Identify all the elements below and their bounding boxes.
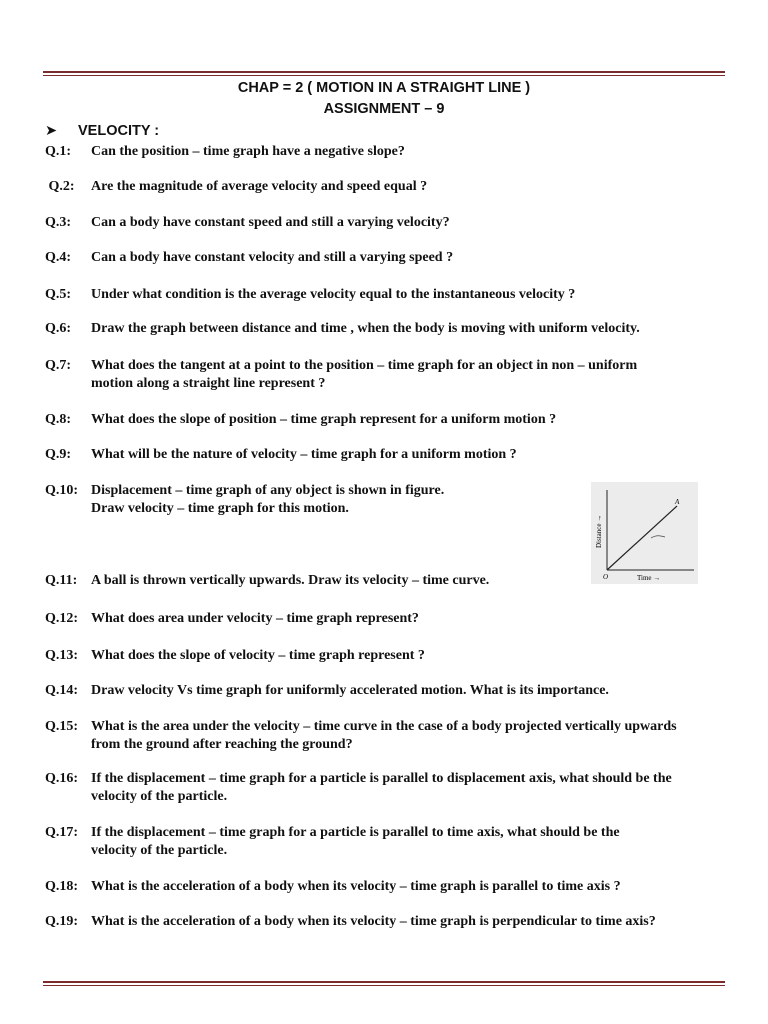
question-line: Displacement – time graph of any object is shown in figure.: [91, 483, 445, 498]
question-text: [91, 357, 731, 393]
question-text: [91, 770, 731, 806]
question-line: What does the slope of position – time graph represent for a uniform motion ?: [91, 412, 557, 427]
question-text: [91, 647, 731, 665]
question-line: What is the area under the velocity – time curve in the case of a body projected vertically upwards: [91, 719, 677, 734]
question-text: [91, 249, 731, 267]
x-axis-label: Time →: [637, 574, 661, 582]
question-number: Q.11:: [45, 573, 78, 588]
question-number: Q.18:: [45, 879, 79, 894]
question-text: [91, 824, 731, 860]
question-number: Q.9:: [45, 447, 72, 462]
question-number: Q.7:: [45, 358, 72, 373]
question-line: Are the magnitude of average velocity and speed equal ?: [91, 179, 428, 194]
origin-label: O: [603, 573, 609, 581]
question-line: Can a body have constant velocity and still a varying speed ?: [91, 250, 454, 265]
question-text: [91, 178, 731, 196]
question-number: Q.6:: [45, 321, 72, 336]
question-text: [91, 214, 731, 232]
y-axis-label: Distance →: [595, 514, 603, 548]
top-divider: [43, 71, 725, 76]
question-line: Under what condition is the average velocity equal to the instantaneous velocity ?: [91, 287, 576, 302]
question-line: What does area under velocity – time graph represent?: [91, 611, 419, 626]
question-line: motion along a straight line represent ?: [91, 376, 326, 391]
distance-time-figure: [591, 482, 698, 584]
question-number: Q.16:: [45, 771, 79, 786]
section-heading: [45, 123, 159, 139]
question-number: Q.13:: [45, 648, 79, 663]
question-line: What is the acceleration of a body when its velocity – time graph is perpendicular to time axis?: [91, 914, 656, 929]
question-number: Q.17:: [45, 825, 79, 840]
question-number: Q.5:: [45, 287, 72, 302]
question-line: velocity of the particle.: [91, 789, 228, 804]
question-number: Q.19:: [45, 914, 79, 929]
question-number: Q.1:: [45, 144, 72, 159]
question-line: Draw velocity Vs time graph for uniformly accelerated motion. What is its importance.: [91, 683, 609, 698]
question-line: What does the tangent at a point to the position – time graph for an object in non – uniform: [91, 358, 638, 373]
question-number: Q.14:: [45, 683, 79, 698]
assignment-title: ASSIGNMENT – 9: [323, 101, 445, 117]
question-text: [91, 286, 731, 304]
question-number: Q.10:: [45, 483, 79, 498]
question-number: Q.3:: [45, 215, 72, 230]
question-text: [91, 446, 731, 464]
question-line: A ball is thrown vertically upwards. Draw its velocity – time curve.: [91, 573, 490, 588]
question-line: Draw the graph between distance and time , when the body is moving with uniform velocity.: [91, 321, 640, 336]
question-text: [91, 878, 731, 896]
question-line: What will be the nature of velocity – time graph for a uniform motion ?: [91, 447, 517, 462]
question-text: [91, 143, 731, 161]
chapter-title: CHAP = 2 ( MOTION IN A STRAIGHT LINE ): [237, 80, 531, 96]
question-number: Q.4:: [45, 250, 72, 265]
question-text: [91, 913, 731, 931]
question-line: Can the position – time graph have a negative slope?: [91, 144, 405, 159]
question-text: [91, 718, 731, 754]
distance-time-graph: [591, 482, 698, 584]
question-text: [91, 610, 731, 628]
question-line: Can a body have constant speed and still a varying velocity?: [91, 215, 450, 230]
question-line: What is the acceleration of a body when its velocity – time graph is parallel to time axis ?: [91, 879, 621, 894]
distance-line: [607, 506, 677, 570]
question-line: from the ground after reaching the ground?: [91, 737, 353, 752]
question-line: What does the slope of velocity – time graph represent ?: [91, 648, 425, 663]
question-line: velocity of the particle.: [91, 843, 228, 858]
question-number: Q.8:: [45, 412, 72, 427]
question-text: [91, 682, 731, 700]
question-number: Q.12:: [45, 611, 79, 626]
question-number: Q.15:: [45, 719, 79, 734]
question-line: If the displacement – time graph for a particle is parallel to displacement axis, what should be the: [91, 771, 672, 786]
section-title: VELOCITY :: [78, 123, 160, 139]
question-number: Q.2:: [45, 179, 75, 194]
question-line: Draw velocity – time graph for this motion.: [91, 501, 349, 516]
question-line: If the displacement – time graph for a particle is parallel to time axis, what should be the: [91, 825, 620, 840]
question-text: [91, 320, 731, 338]
bottom-divider: [43, 981, 725, 986]
annotation-curve: [651, 536, 665, 538]
question-text: [91, 411, 731, 429]
arrow-bullet-icon: ➤: [45, 123, 58, 139]
point-a-label: A: [675, 498, 680, 506]
